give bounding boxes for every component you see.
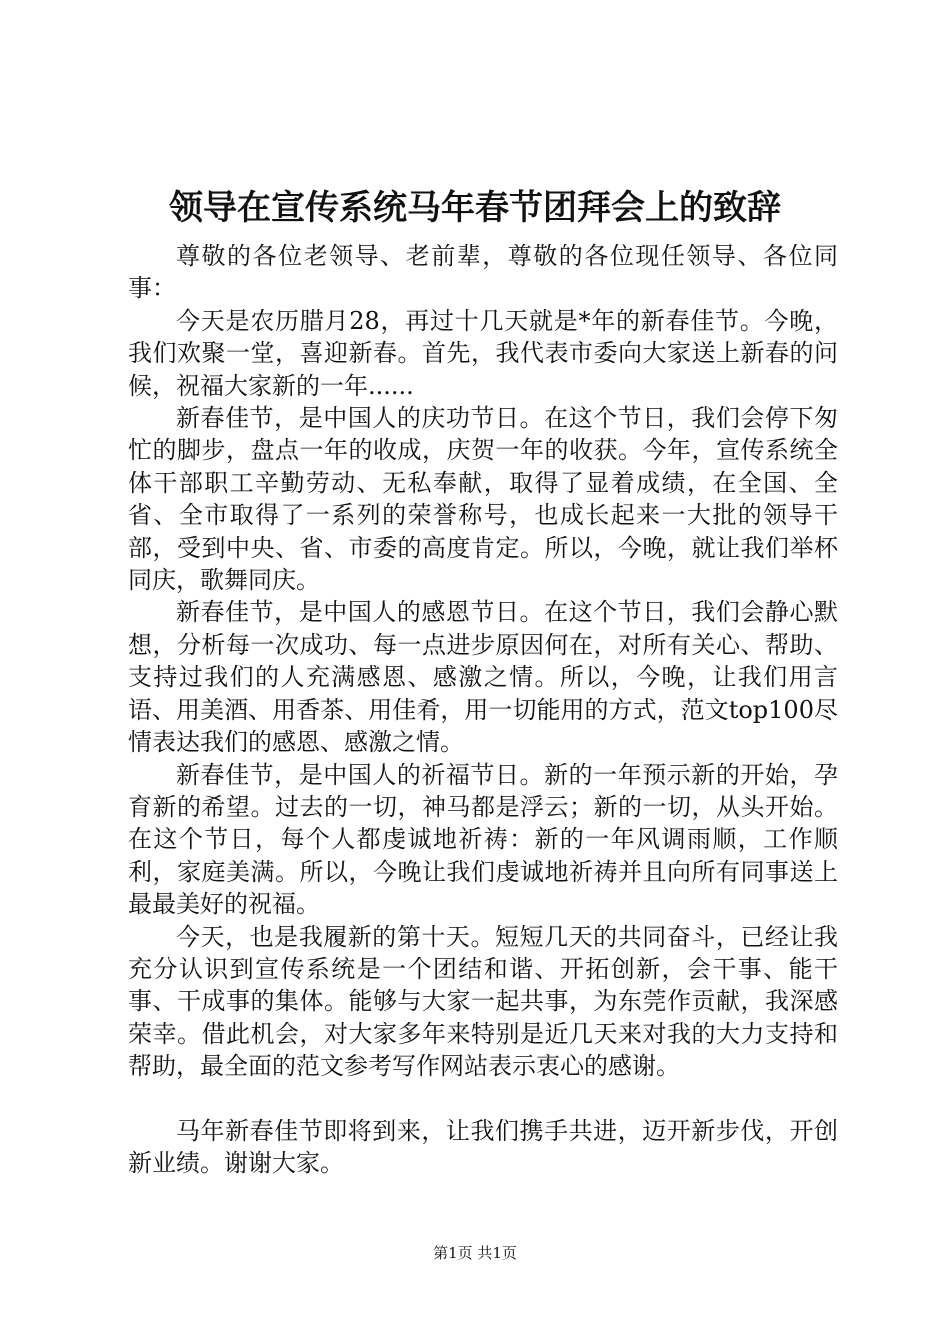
body-paragraph: 今天是农历腊月28，再过十几天就是*年的新春佳节。今晚，我们欢聚一堂，喜迎新春。首先，我代表市委向大家送上新春的问候，祝福大家新的一年......: [128, 306, 838, 400]
body-paragraph: 新春佳节，是中国人的庆功节日。在这个节日，我们会停下匆忙的脚步，盘点一年的收成，庆贺一年的收获。今年，宣传系统全体干部职工辛勤劳动、无私奉献，取得了显着成绩，在全国、全省、全市取得了一系列的荣誉称号，也成长起来一大批的领导干部，受到中央、省、市委的高度肯定。所以，今晚，就让我们举杯同庆，歌舞同庆。: [128, 404, 838, 595]
closing-paragraph: 马年新春佳节即将到来，让我们携手共进，迈开新步伐，开创新业绩。谢谢大家。: [128, 1116, 838, 1178]
salutation-paragraph: 尊敬的各位老领导、老前辈，尊敬的各位现任领导、各位同事：: [128, 242, 838, 303]
body-paragraph: 新春佳节，是中国人的感恩节日。在这个节日，我们会静心默想，分析每一次成功、每一点进步原因何在，对所有关心、帮助、支持过我们的人充满感恩、感激之情。所以，今晚，让我们用言语、用美酒、用香茶、用佳肴，用一切能用的方式，范文top100尽情表达我们的感恩、感激之情。: [128, 598, 838, 757]
body-paragraph: 新春佳节，是中国人的祈福节日。新的一年预示新的开始，孕育新的希望。过去的一切，神马都是浮云；新的一切，从头开始。在这个节日，每个人都虔诚地祈祷：新的一年风调雨顺，工作顺利，家庭美满。所以，今晚让我们虔诚地祈祷并且向所有同事送上最最美好的祝福。: [128, 760, 838, 919]
body-paragraph: 今天，也是我履新的第十天。短短几天的共同奋斗，已经让我充分认识到宣传系统是一个团结和谐、开拓创新，会干事、能干事、干成事的集体。能够与大家一起共事，为东莞作贡献，我深感荣幸。借此机会，对大家多年来特别是近几天来对我的大力支持和帮助，最全面的范文参考写作网站表示衷心的感谢。: [128, 922, 838, 1081]
page-number-footer: 第1页 共1页: [433, 1244, 517, 1262]
document-title: 领导在宣传系统马年春节团拜会上的致辞: [169, 188, 781, 228]
document-body: [128, 240, 838, 1180]
